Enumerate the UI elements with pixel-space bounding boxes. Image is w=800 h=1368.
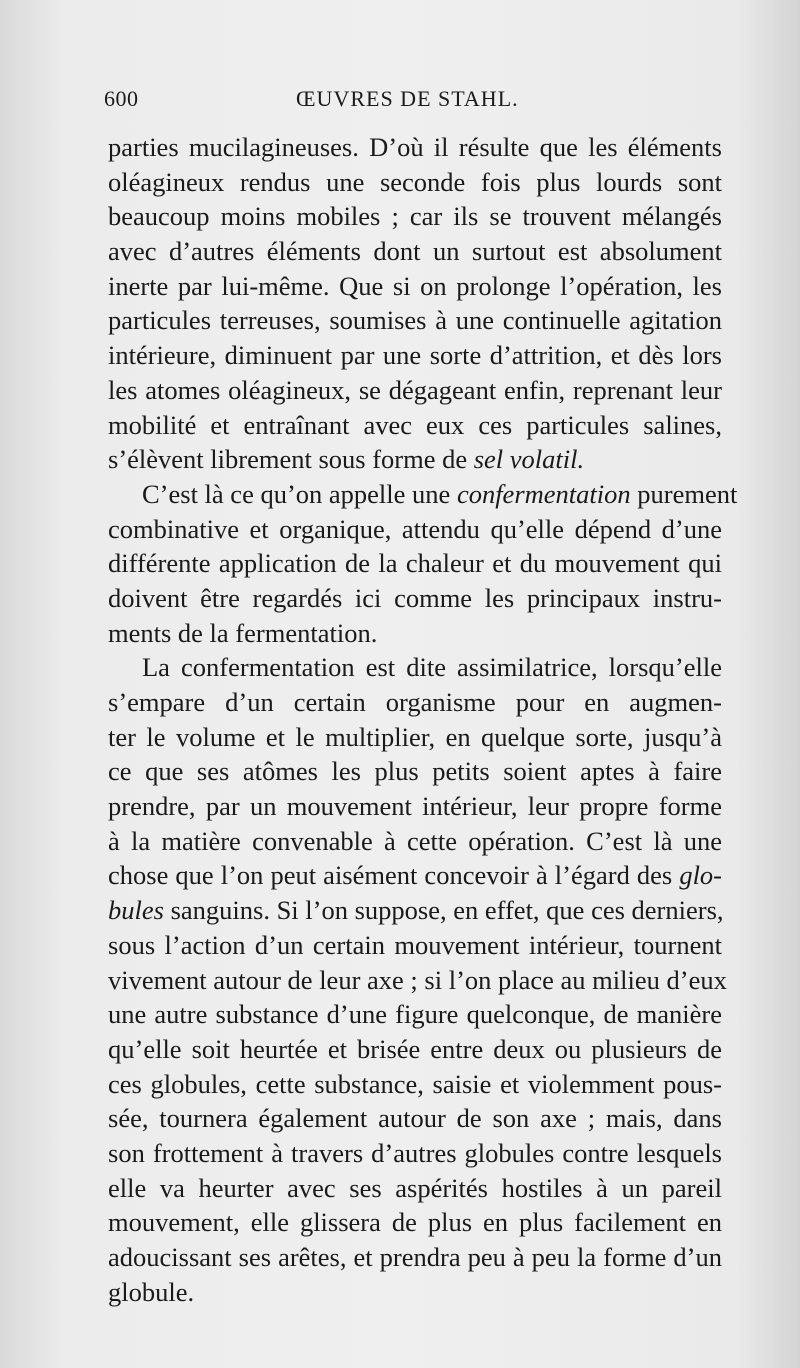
text-line (108, 928, 722, 963)
text-segment: à la matière convenable à cette opération. C’est là une (108, 825, 722, 856)
paragraph (108, 130, 722, 477)
text-line (108, 789, 722, 824)
italic-text: bules (108, 895, 164, 926)
text-segment: particules terreuses, soumises à une continuelle agitation (108, 305, 722, 336)
text-line (108, 373, 722, 408)
text-line (108, 338, 722, 373)
text-segment: sanguins. Si l’on suppose, en effet, que ces derniers, (163, 895, 724, 926)
italic-text: glo- (679, 860, 722, 891)
text-segment: elle va heurter avec ses aspérités hostiles à un pareil (108, 1172, 722, 1203)
text-line (108, 581, 722, 616)
text-line (108, 1067, 722, 1102)
text-segment: chose que l’on peut aisément concevoir à l’égard des (108, 860, 680, 891)
text-line (108, 546, 722, 581)
text-segment: doivent être regardés ici comme les principaux instru- (108, 582, 722, 613)
text-segment: inerte par lui-même. Que si on prolonge l’opération, les (108, 270, 722, 301)
paragraph (108, 650, 727, 1309)
text-segment: vivement autour de leur axe ; si l’on place au milieu d’eux (108, 964, 727, 995)
text-line (108, 234, 722, 269)
text-segment: intérieure, diminuent par une sorte d’attrition, et dès lors (108, 340, 722, 371)
text-line (108, 1275, 722, 1310)
text-segment: oléagineux rendus une seconde fois plus lourds sont (108, 166, 722, 197)
text-segment: parties mucilagineuses. D’où il résulte que les éléments (108, 132, 722, 162)
text-line (108, 1205, 722, 1240)
text-line (108, 650, 722, 685)
text-line (108, 963, 727, 998)
text-line (108, 1240, 722, 1275)
text-segment: beaucoup moins mobiles ; car ils se trouvent mélangés (108, 201, 722, 232)
running-title: ŒUVRES DE STAHL. (296, 86, 519, 111)
text-line (108, 616, 722, 651)
text-segment: C’est là ce qu’on appelle une (142, 478, 457, 509)
page-number: 600 (104, 86, 139, 111)
text-segment: qu’elle soit heurtée et brisée entre deux ou plusieurs de (108, 1033, 722, 1064)
text-segment: s’empare d’un certain organisme pour en augmen- (108, 687, 722, 717)
text-segment: ces globules, cette substance, saisie et violemment pous- (108, 1068, 722, 1099)
text-segment: La confermentation est dite assimilatrice, lorsqu’elle (142, 652, 722, 683)
text-line (108, 130, 722, 165)
text-line (108, 720, 722, 755)
text-line (108, 1171, 722, 1206)
text-line (108, 269, 722, 304)
text-line (108, 754, 722, 789)
body-text (108, 130, 738, 1309)
text-segment: ments de la fermentation. (108, 617, 378, 648)
text-segment: adoucissant ses arêtes, et prendra peu à peu la forme d’un (108, 1242, 722, 1272)
text-line (108, 199, 722, 234)
italic-text: confermentation (456, 478, 631, 509)
text-segment: ce que ses atômes les plus petits soient aptes à faire (108, 756, 722, 787)
text-segment: avec d’autres éléments dont un surtout est absolument (108, 236, 722, 267)
text-line (108, 1136, 722, 1171)
text-segment: purement (630, 478, 738, 509)
text-line (108, 997, 722, 1032)
text-line (108, 408, 722, 443)
text-line (108, 893, 722, 928)
italic-text: sel volatil. (473, 444, 585, 475)
text-segment: les atomes oléagineux, se dégageant enfin, reprenant leur (108, 374, 722, 405)
paragraph (108, 477, 738, 650)
text-line (108, 858, 722, 893)
text-segment: son frottement à travers d’autres globules contre lesquels (108, 1137, 722, 1168)
text-segment: différente application de la chaleur et du mouvement qui (108, 548, 722, 579)
text-line (108, 512, 722, 547)
text-segment: combinative et organique, attendu qu’elle dépend d’une (108, 513, 722, 544)
text-segment: prendre, par un mouvement intérieur, leur propre forme (108, 791, 722, 822)
text-segment: s’élèvent librement sous forme de (108, 444, 474, 475)
text-line (108, 165, 722, 200)
text-segment: mouvement, elle glissera de plus en plus facilement en (108, 1207, 722, 1238)
text-segment: une autre substance d’une figure quelconque, de manière (108, 999, 722, 1030)
text-line (108, 303, 722, 338)
text-line (108, 1101, 722, 1136)
text-line (108, 1032, 722, 1067)
text-segment: globule. (108, 1276, 195, 1307)
text-segment: ter le volume et le multiplier, en quelque sorte, jusqu’à (108, 721, 722, 752)
text-line (108, 477, 738, 512)
text-segment: mobilité et entraînant avec eux ces particules salines, (108, 409, 722, 440)
running-head (104, 86, 704, 122)
text-segment: sous l’action d’un certain mouvement intérieur, tournent (108, 929, 722, 960)
text-line (108, 442, 722, 477)
text-line (108, 685, 722, 720)
text-line (108, 824, 722, 859)
text-segment: sée, tournera également autour de son axe ; mais, dans (108, 1103, 722, 1134)
